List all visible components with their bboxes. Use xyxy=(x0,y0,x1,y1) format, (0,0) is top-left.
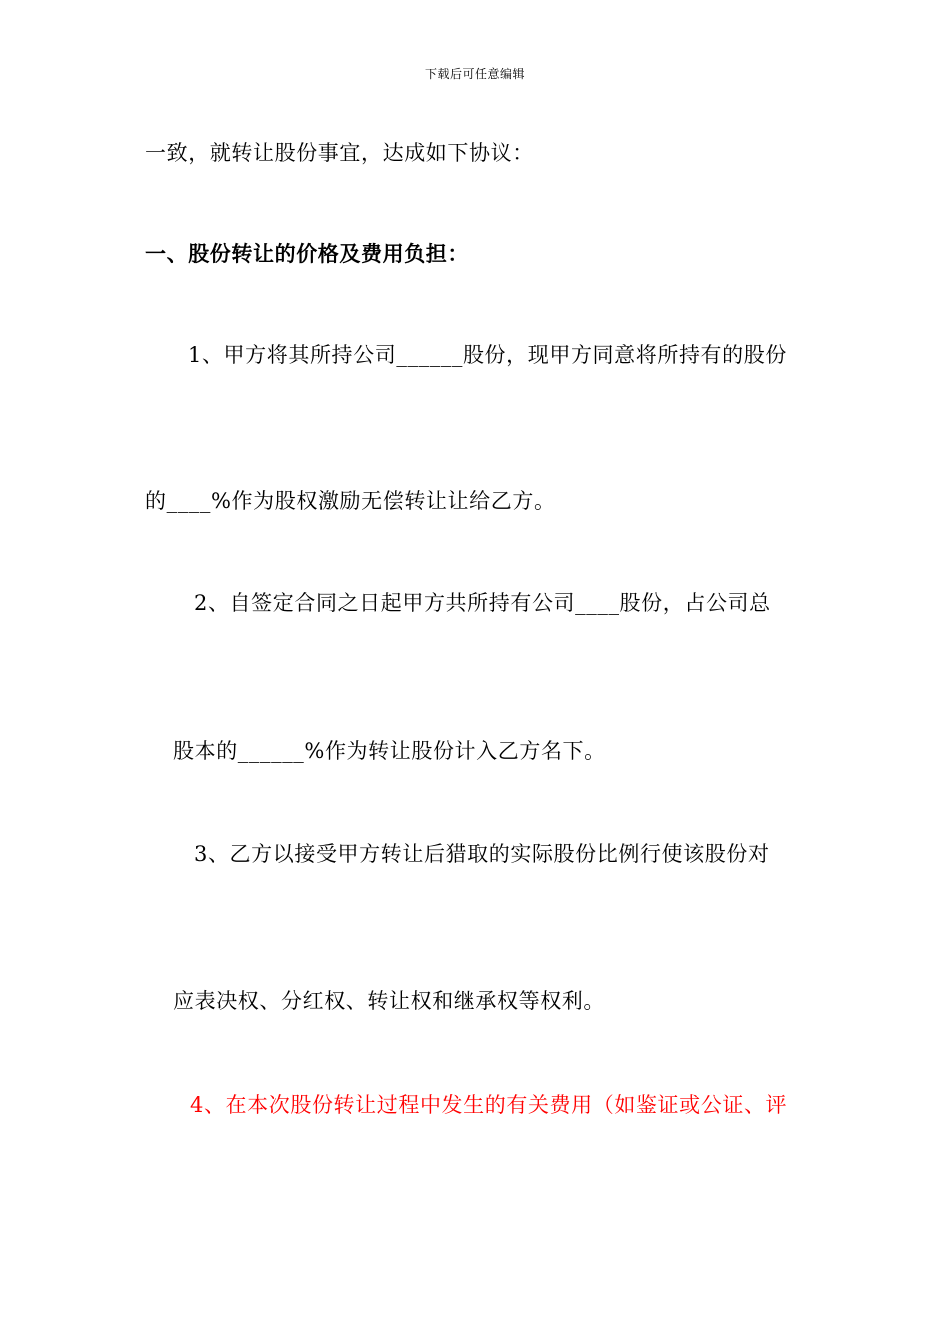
clause-4-line-1: 4、在本次股份转让过程中发生的有关费用（如鉴证或公证、评 xyxy=(190,1093,788,1117)
clause-2-line-1: 2、自签定合同之日起甲方共所持有公司____股份，占公司总 xyxy=(194,591,771,615)
intro-line: 一致，就转让股份事宜，达成如下协议： xyxy=(145,141,534,165)
clause-1-line-1: 1、甲方将其所持公司______股份，现甲方同意将所持有的股份 xyxy=(188,343,787,367)
section-heading: 一、股份转让的价格及费用负担： xyxy=(145,241,469,266)
clause-3-line-2: 应表决权、分红权、转让权和继承权等权利。 xyxy=(173,989,605,1013)
page-header: 下载后可任意编辑 xyxy=(424,67,525,81)
clause-2-line-2: 股本的______%作为转让股份计入乙方名下。 xyxy=(173,739,606,763)
clause-1-line-2: 的____%作为股权激励无偿转让让给乙方。 xyxy=(145,489,556,513)
clause-3-line-1: 3、乙方以接受甲方转让后猎取的实际股份比例行使该股份对 xyxy=(194,842,770,866)
